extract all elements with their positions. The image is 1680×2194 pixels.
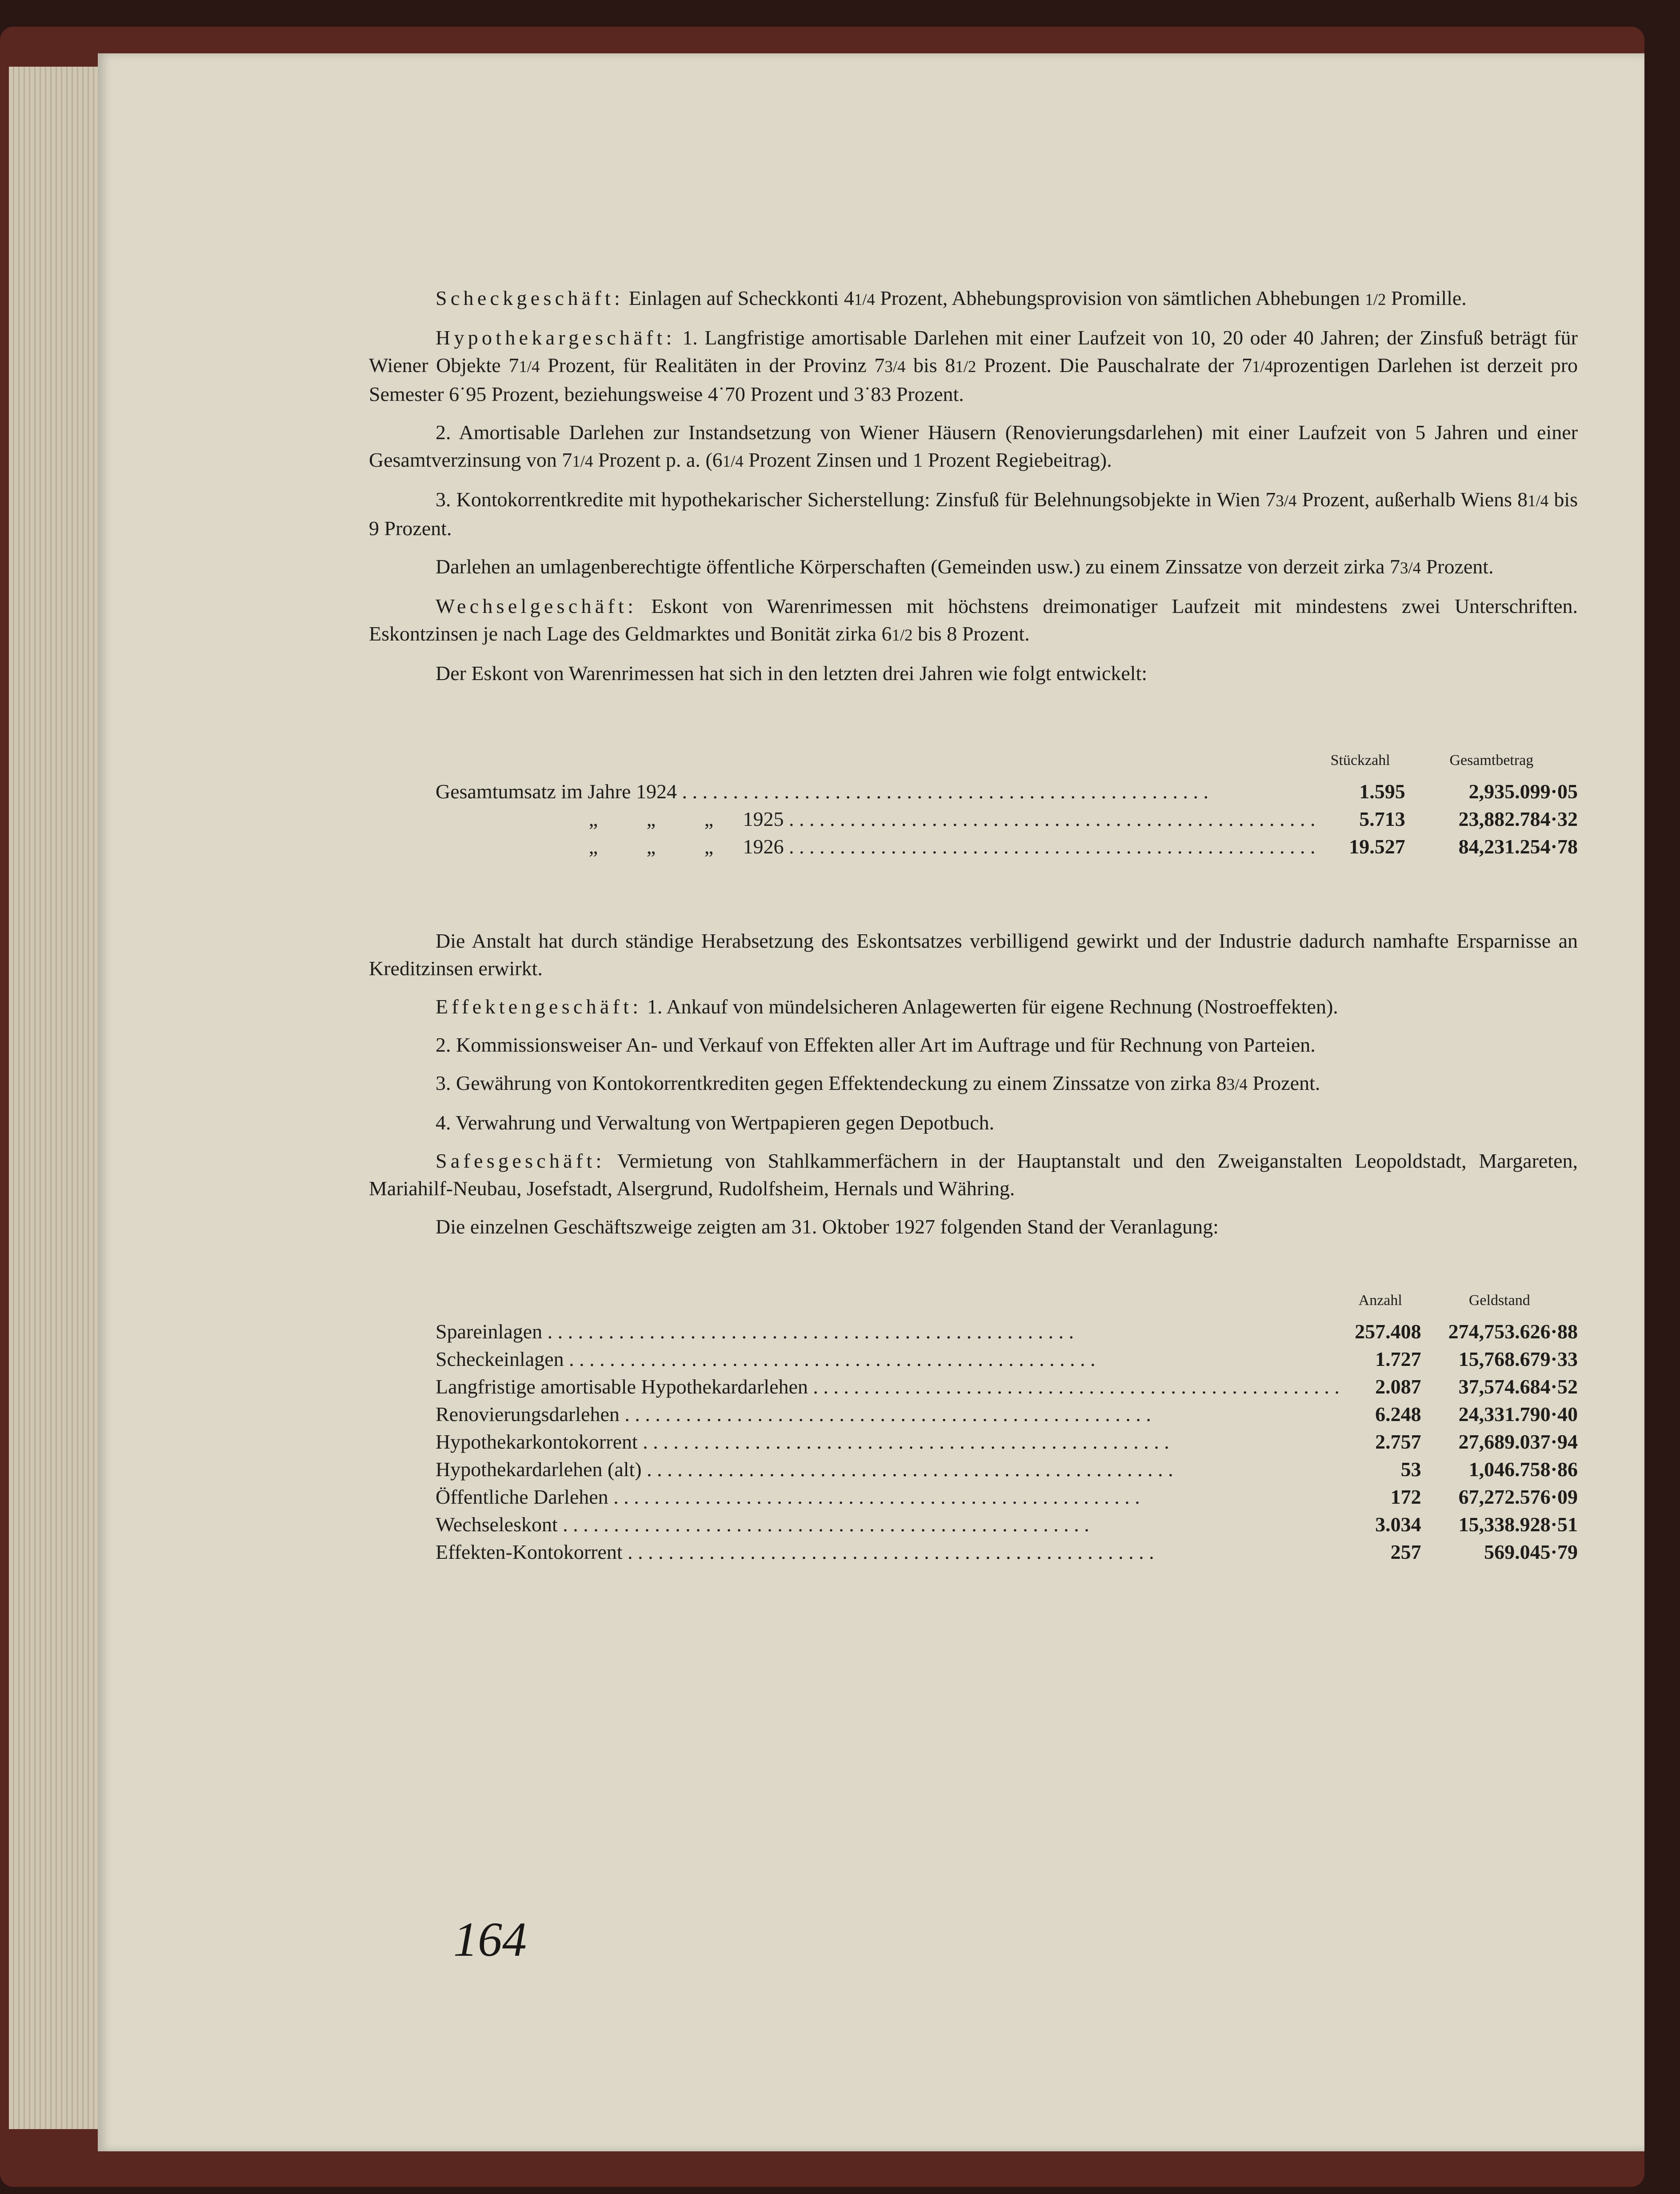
paragraph-effektengeschaeft: Effektengeschäft: 1. Ankauf von mündelsicheren Anlagewerten für eigene Rechnung (Nostroeffekten). — [436, 995, 1338, 1018]
row-label: Spareinlagen . . . — [436, 1318, 1340, 1345]
cell-count: 19.527 — [1349, 835, 1405, 858]
row-label: Scheckeinlagen . . . — [436, 1345, 1340, 1373]
cell-count: 53 — [1400, 1458, 1421, 1481]
paragraph-kontokorrentkredite: 3. Kontokorrentkredite mit hypothekarischer Sicherstellung: Zinsfuß für Belehnungsobjekte in Wien 73/4 Prozent, außerhalb Wiens 81/4 bis 9 Prozent. — [369, 488, 1578, 540]
paragraph-gewaehrung: 3. Gewährung von Kontokorrentkrediten gegen Effektendeckung zu einem Zinssatze von zirka 83/4 Prozent. — [436, 1072, 1320, 1094]
column-header: Geldstand — [1468, 1292, 1530, 1309]
section-heading: Wechselgeschäft: — [436, 595, 637, 617]
page-edges — [9, 67, 102, 2129]
cell-amount: 2,935.099·05 — [1468, 780, 1578, 803]
cell-amount: 24,331.790·40 — [1458, 1403, 1578, 1425]
table-row — [436, 1428, 1578, 1456]
column-header: Anzahl — [1358, 1292, 1402, 1309]
cell-amount: 15,338.928·51 — [1458, 1513, 1578, 1536]
cell-amount: 37,574.684·52 — [1458, 1375, 1578, 1398]
table-row — [436, 1345, 1578, 1373]
cell-amount: 1,046.758·86 — [1468, 1458, 1578, 1481]
stand-table — [436, 1287, 1578, 1566]
cell-count: 172 — [1390, 1485, 1421, 1508]
book-page — [98, 53, 1644, 2151]
column-header: Stückzahl — [1330, 752, 1390, 769]
section-heading: Effektengeschäft: — [436, 995, 642, 1018]
table-row — [436, 778, 1578, 805]
cell-amount: 67,272.576·09 — [1458, 1485, 1578, 1508]
table-row — [436, 805, 1578, 833]
table-header-row — [436, 747, 1578, 778]
cell-count: 6.248 — [1375, 1403, 1421, 1425]
paragraph-kommission: 2. Kommissionsweiser An- und Verkauf von Effekten aller Art im Auftrage und für Rechnung von Parteien. — [436, 1033, 1316, 1056]
row-label: Effekten-Kontokorrent . . . — [436, 1538, 1340, 1566]
table-row — [436, 1318, 1578, 1345]
cell-amount: 274,753.626·88 — [1448, 1320, 1578, 1343]
paragraph-anstalt: Die Anstalt hat durch ständige Herabsetzung des Eskontsatzes verbilligend gewirkt und der Industrie dadurch namhafte Ersparnisse an Kreditzinsen erwirkt. — [369, 929, 1578, 980]
cell-amount: 569.045·79 — [1484, 1541, 1578, 1563]
cell-count: 257.408 — [1355, 1320, 1421, 1343]
cell-amount: 23,882.784·32 — [1458, 808, 1578, 830]
table-row — [436, 1456, 1578, 1483]
table-row — [436, 1538, 1578, 1566]
section-heading: Hypothekargeschäft: — [436, 326, 676, 349]
row-label: Hypothekardarlehen (alt) . . . — [436, 1456, 1340, 1483]
cell-amount: 15,768.679·33 — [1458, 1348, 1578, 1370]
paragraph-scheckgeschaeft: Scheckgeschäft: Einlagen auf Scheckkonti 41/4 Prozent, Abhebungsprovision von sämtlichen Abhebungen 1/2 Promille. — [436, 287, 1467, 309]
paragraph-wechselgeschaeft: Wechselgeschäft: Eskont von Warenrimessen mit höchstens dreimonatiger Laufzeit mit mindestens zwei Unterschriften. Eskontzinsen je nach Lage des Geldmarktes und Bonität zirka 61/2 bis 8 Prozent. — [369, 595, 1578, 645]
table-row — [436, 1483, 1578, 1511]
eskont-table — [436, 747, 1578, 861]
cell-amount: 84,231.254·78 — [1458, 835, 1578, 858]
row-label: Gesamtumsatz im Jahre 1924 . . . — [436, 778, 1316, 805]
paragraph-amortisable-darlehen: 2. Amortisable Darlehen zur Instandsetzung von Wiener Häusern (Renovierungsdarlehen) mit einer Laufzeit von 5 Jahren und einer Gesamtverzinsung von 71/4 Prozent p. a. (61/4 Prozent Zinsen und 1 Prozent Regiebeitrag). — [369, 421, 1578, 471]
page-number: 164 — [453, 1912, 527, 1966]
page-content — [369, 284, 1578, 1566]
cell-count: 257 — [1390, 1541, 1421, 1563]
cell-count: 5.713 — [1359, 808, 1405, 830]
column-header: Gesamtbetrag — [1449, 752, 1534, 769]
row-label: „ „ „ 1925 . . . — [436, 805, 1316, 833]
paragraph-hypothekargeschaeft: Hypothekargeschäft: 1. Langfristige amortisable Darlehen mit einer Laufzeit von 10, 20 oder 40 Jahren; der Zinsfuß beträgt für Wiener Objekte 71/4 Prozent, für Realitäten in der Provinz 73/4 bis 81/2 Prozent. Die Pauschalrate der 71/4prozentigen Darlehen ist derzeit pro Semester 6˙95 Prozent, beziehungsweise 4˙70 Prozent und 3˙83 Prozent. — [369, 326, 1578, 405]
cell-count: 1.727 — [1375, 1348, 1421, 1370]
cell-amount: 27,689.037·94 — [1458, 1430, 1578, 1453]
row-label: Öffentliche Darlehen . . . — [436, 1483, 1340, 1511]
row-label: Renovierungsdarlehen . . . — [436, 1401, 1340, 1428]
section-heading: Safesgeschäft: — [436, 1149, 605, 1172]
cell-count: 3.034 — [1375, 1513, 1421, 1536]
cell-count: 2.087 — [1375, 1375, 1421, 1398]
row-label: „ „ „ 1926 . . . — [436, 833, 1316, 861]
table-header-row — [436, 1287, 1578, 1318]
paragraph-safesgeschaeft: Safesgeschäft: Vermietung von Stahlkammerfächern in der Hauptanstalt und den Zweiganstalten Leopoldstadt, Margareten, Mariahilf-Neubau, Josefstadt, Alsergrund, Rudolfsheim, Hernals und Währing. — [369, 1149, 1578, 1200]
paragraph-eskont-intro: Der Eskont von Warenrimessen hat sich in den letzten drei Jahren wie folgt entwickelt: — [436, 662, 1148, 685]
table-row — [436, 1401, 1578, 1428]
paragraph-darlehen-koerperschaften: Darlehen an umlagenberechtigte öffentliche Körperschaften (Gemeinden usw.) zu einem Zinssatze von derzeit zirka 73/4 Prozent. — [436, 555, 1494, 578]
cell-count: 2.757 — [1375, 1430, 1421, 1453]
cell-count: 1.595 — [1359, 780, 1405, 803]
table-row — [436, 833, 1578, 861]
table-row — [436, 1373, 1578, 1401]
section-heading: Scheckgeschäft: — [436, 287, 624, 309]
row-label: Langfristige amortisable Hypothekardarlehen . . . — [436, 1373, 1340, 1401]
paragraph-verwahrung: 4. Verwahrung und Verwaltung von Wertpapieren gegen Depotbuch. — [436, 1111, 995, 1134]
row-label: Wechseleskont . . . — [436, 1511, 1340, 1538]
table-row — [436, 1511, 1578, 1538]
paragraph-stand-intro: Die einzelnen Geschäftszweige zeigten am 31. Oktober 1927 folgenden Stand der Veranlagung: — [436, 1215, 1219, 1238]
row-label: Hypothekarkontokorrent . . . — [436, 1428, 1340, 1456]
